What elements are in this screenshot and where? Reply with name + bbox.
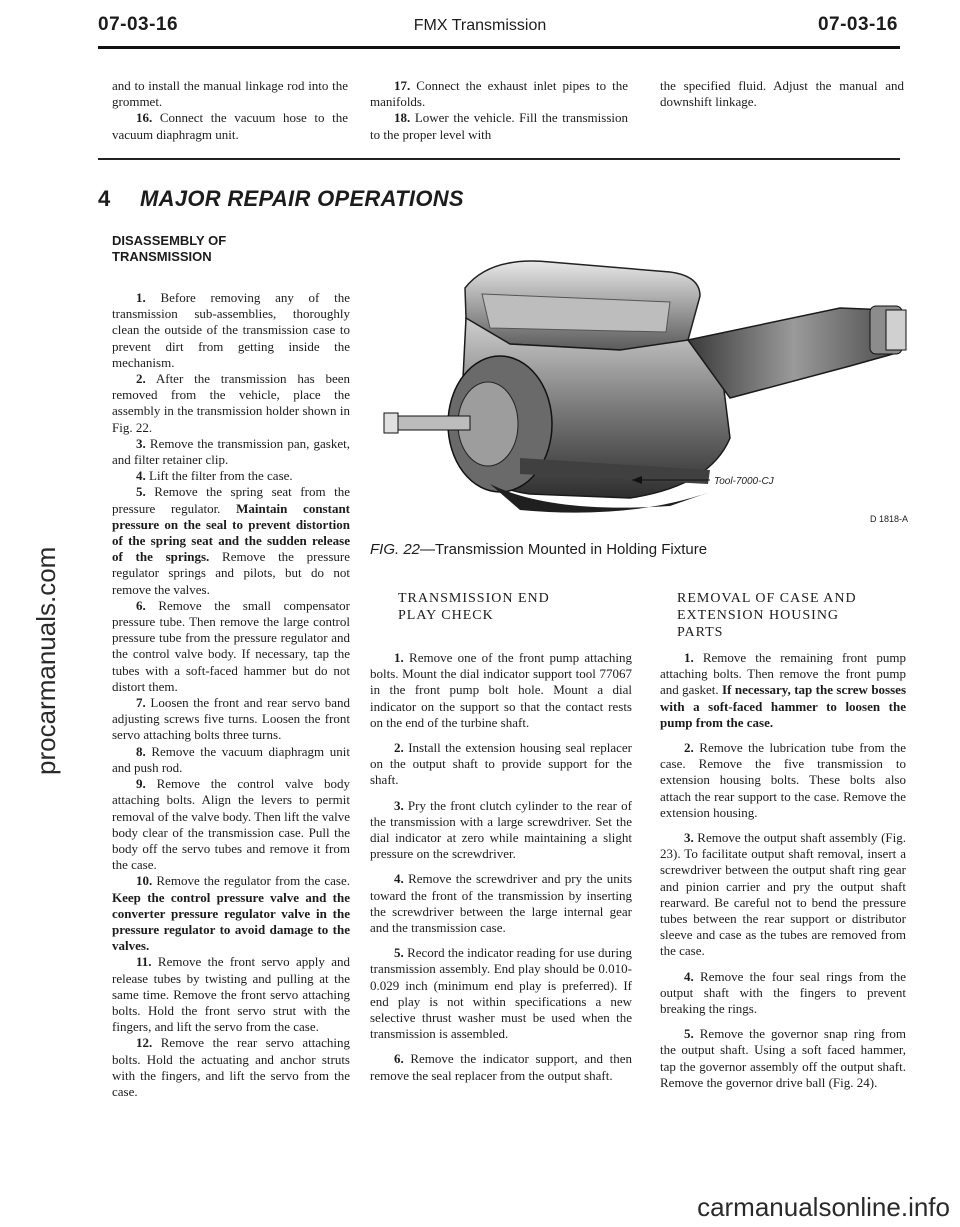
transmission-illustration <box>370 248 922 528</box>
section-rule <box>98 158 900 160</box>
step-text: Remove the control valve body attaching bolts. Align the levers to permit removal of the valve body. Then lift the valve body clear of the transmission case. Pull the body off the servo tubes and remove it from the case. <box>112 776 350 873</box>
step-text: Remove the small compensator pressure tube. Then remove the large control pressure tube from the pressure regulator and the control valve body. If necessary, tap the tubes with a soft-faced hammer but do not distort them. <box>112 597 350 694</box>
step-paragraph <box>660 740 906 821</box>
step-number: 3. <box>684 830 694 846</box>
paragraph <box>112 110 348 142</box>
disassembly-steps <box>112 290 350 1100</box>
page-number-left: 07-03-16 <box>98 14 179 35</box>
side-watermark-text: procarmanuals.com <box>31 546 61 775</box>
step-number: 7. <box>136 695 146 711</box>
step-paragraph <box>370 1051 632 1083</box>
step-text: Lift the filter from the case. <box>145 468 293 484</box>
step-paragraph <box>112 776 350 873</box>
step-number: 1. <box>394 650 404 665</box>
figure-number: FIG. 22 <box>370 541 421 558</box>
step-text: Remove the remaining front pump attaching bolts. Then remove the front pump and gasket. <box>660 650 906 698</box>
step-text: Connect the exhaust inlet pipes to the manifolds. <box>370 78 628 110</box>
step-number: 11. <box>136 954 152 970</box>
removal-steps <box>660 650 906 1091</box>
step-emphasis: Maintain constant pressure on the seal to prevent distortion of the spring seat and the sudden release of the springs. <box>112 500 351 565</box>
paragraph <box>370 78 628 110</box>
step-number: 9. <box>136 776 146 792</box>
paragraph <box>370 110 628 142</box>
step-number: 1. <box>684 650 694 665</box>
step-paragraph <box>112 468 350 484</box>
step-text: Remove the lubrication tube from the case. Remove the five transmission to extension housing bolts. These bolts also attach the rear support to the case. Remove the extension housing. <box>660 740 906 820</box>
step-paragraph <box>370 740 632 789</box>
step-text-after: Remove the pressure regulator springs and pilots, but do not remove the valves. <box>112 549 350 597</box>
paragraph: and to install the manual linkage rod into the grommet. <box>112 78 348 110</box>
subsection-heading-disassembly <box>112 233 292 265</box>
section-title <box>98 186 464 212</box>
step-paragraph <box>112 436 350 468</box>
step-number: 6. <box>136 597 146 613</box>
top-column-3 <box>660 78 904 110</box>
step-emphasis: Keep the control pressure valve and the converter pressure regulator valve in the pressure regulator to avoid damage to the valves. <box>112 889 350 954</box>
step-number: 2. <box>684 740 694 756</box>
step-number: 8. <box>136 743 146 759</box>
section-number: 4 <box>98 186 111 211</box>
step-number: 10. <box>136 873 153 889</box>
page-header-title: FMX Transmission <box>413 17 547 34</box>
side-watermark <box>0 380 61 780</box>
step-paragraph <box>660 650 906 731</box>
header-rule <box>98 46 900 49</box>
figure-caption <box>370 541 707 558</box>
step-number: 12. <box>136 1035 153 1051</box>
page-number-right: 07-03-16 <box>817 14 898 35</box>
step-emphasis: If necessary, tap the screw bosses with a soft-faced hammer to loosen the pump from the case. <box>660 682 907 730</box>
step-text: Remove the front servo apply and release tubes by twisting and pulling at the same time. Remove the front servo attaching bolts. Hold the front servo strut with the fingers, and lift the servo from the case. <box>112 954 350 1035</box>
step-text: After the transmission has been removed from the vehicle, place the assembly in the transmission holder shown in Fig. 22. <box>112 371 350 435</box>
figure-ref-code: D 1818-A <box>870 514 909 524</box>
step-text: Remove the spring seat from the pressure regulator. <box>112 484 350 516</box>
step-paragraph <box>112 695 350 744</box>
end-play-steps <box>370 650 632 1084</box>
step-number: 6. <box>394 1051 404 1067</box>
step-number: 2. <box>394 740 404 756</box>
step-paragraph <box>660 969 906 1018</box>
step-number: 4. <box>684 968 694 984</box>
step-text: Pry the front clutch cylinder to the rear of the transmission with a large screwdriver. Set the dial indicator at zero while maintaining a slight pressure on the screwdriver. <box>370 797 632 862</box>
step-number: 18. <box>394 110 411 126</box>
step-number: 2. <box>136 371 146 387</box>
step-paragraph <box>370 871 632 936</box>
step-paragraph <box>112 954 350 1035</box>
step-number: 4. <box>136 468 146 484</box>
step-number: 4. <box>394 871 404 887</box>
step-number: 3. <box>394 797 404 813</box>
top-column-1 <box>112 78 348 143</box>
heading-line: PLAY CHECK <box>398 608 494 623</box>
step-text: Remove the transmission pan, gasket, and filter retainer clip. <box>112 435 350 468</box>
step-paragraph <box>112 290 350 371</box>
step-paragraph <box>112 873 350 954</box>
step-paragraph <box>112 484 350 597</box>
step-text: Remove one of the front pump attaching bolts. Mount the dial indicator support tool 77067 in the front pump bolt hole. Mount a dial indicator on the support so that the contact rests on the end of the turbine shaft. <box>370 650 632 730</box>
step-number: 16. <box>136 110 153 126</box>
step-text: Record the indicator reading for use during transmission assembly. End play should be 0.010-0.029 inch (minimum end play is preferred). If end play is not within specifications a new selective thrust washer must be used when the transmission is assembled. <box>370 945 632 1042</box>
step-text: Connect the vacuum hose to the vacuum diaphragm unit. <box>112 110 348 142</box>
step-number: 3. <box>136 435 146 451</box>
step-paragraph <box>370 798 632 863</box>
step-paragraph <box>112 1035 350 1100</box>
step-paragraph <box>660 830 906 960</box>
figure-transmission-holding-fixture <box>370 248 922 528</box>
step-paragraph <box>370 650 632 731</box>
step-number: 17. <box>394 78 411 93</box>
figure-caption-text: —Transmission Mounted in Holding Fixture <box>420 541 708 558</box>
heading-line: EXTENSION HOUSING <box>677 608 840 623</box>
step-text: Install the extension housing seal replacer on the output shaft to provide support for the shaft. <box>370 740 632 788</box>
top-column-2 <box>370 78 628 143</box>
step-text: Remove the output shaft assembly (Fig. 23). To facilitate output shaft removal, insert a screwdriver between the output shaft ring gear and pinion carrier and pry the output shaft rearward. Be careful not to bend the pressure tubes between the rear support or distributor sleeve and case as the tubes are removed from the case. <box>660 830 906 959</box>
subsection-heading-removal <box>677 590 907 641</box>
heading-line: PARTS <box>677 625 724 640</box>
step-text: Remove the four seal rings from the output shaft with the fingers to prevent breaking the rings. <box>660 968 906 1017</box>
heading-line: REMOVAL OF CASE AND <box>677 591 857 606</box>
step-paragraph <box>112 598 350 695</box>
tool-label: Tool-7000-CJ <box>714 476 774 487</box>
step-text: Lower the vehicle. Fill the transmission to the proper level with <box>370 110 628 142</box>
step-paragraph <box>112 371 350 436</box>
step-paragraph <box>370 945 632 1042</box>
subsection-heading-end-play <box>398 590 638 624</box>
step-paragraph <box>660 1026 906 1091</box>
step-paragraph <box>112 744 350 776</box>
step-text: Remove the screwdriver and pry the units toward the front of the transmission by inserting the screwdriver between the large internal gear and the transmission case. <box>370 871 632 936</box>
heading-line: TRANSMISSION <box>112 249 212 264</box>
paragraph: the specified fluid. Adjust the manual and downshift linkage. <box>660 78 904 110</box>
step-text: Remove the vacuum diaphragm unit and push rod. <box>112 743 350 775</box>
heading-line: TRANSMISSION END <box>398 591 550 606</box>
step-text: Before removing any of the transmission sub-assemblies, thoroughly clean the outside of the transmission case to prevent dirt from getting inside the mechanism. <box>112 290 350 370</box>
heading-line: DISASSEMBLY OF <box>112 233 227 248</box>
step-number: 5. <box>394 945 404 961</box>
step-number: 1. <box>136 290 146 305</box>
step-text: Remove the rear servo attaching bolts. Hold the actuating and anchor struts with the fingers, and lift the servo from the case. <box>112 1035 350 1099</box>
footer-watermark: carmanualsonline.info <box>697 1192 950 1222</box>
step-text: Remove the indicator support, and then remove the seal replacer from the output shaft. <box>370 1051 632 1083</box>
step-text: Remove the regulator from the case. <box>152 873 350 889</box>
step-text: Loosen the front and rear servo band adjusting screws five turns. Loosen the front servo attaching bolts three turns. <box>112 695 350 743</box>
step-text: Remove the governor snap ring from the output shaft. Using a soft faced hammer, tap the governor assembly off the output shaft. Remove the governor drive ball (Fig. 24). <box>660 1026 906 1090</box>
step-number: 5. <box>136 484 146 500</box>
step-number: 5. <box>684 1026 694 1042</box>
section-title-text: MAJOR REPAIR OPERATIONS <box>140 186 464 211</box>
